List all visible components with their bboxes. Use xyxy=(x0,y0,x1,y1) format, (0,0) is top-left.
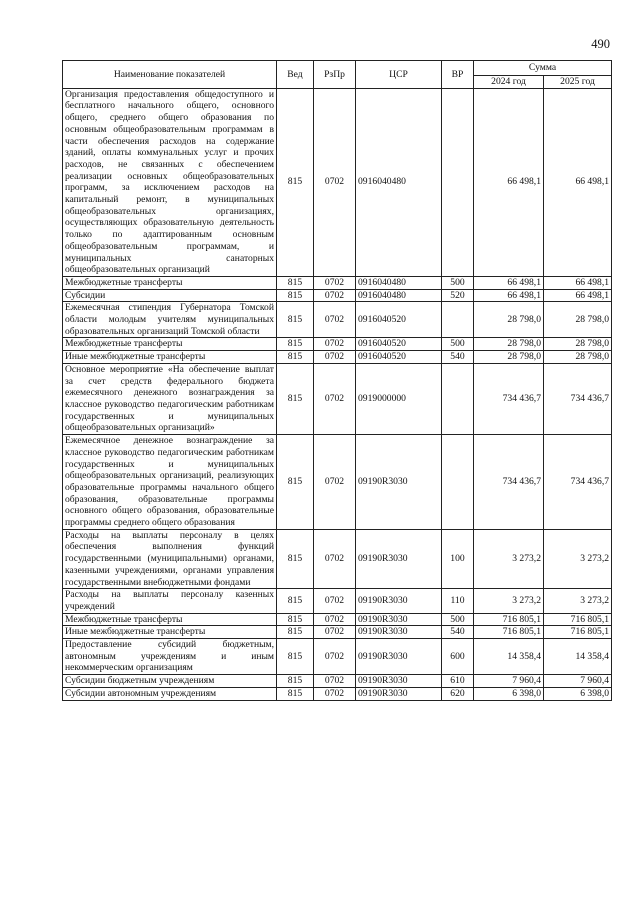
cell-vr: 600 xyxy=(442,639,474,675)
cell-vr: 540 xyxy=(442,626,474,639)
cell-rzpr: 0702 xyxy=(314,639,356,675)
cell-2025: 734 436,7 xyxy=(544,363,612,434)
cell-name: Ежемесячная стипендия Губернатора Томской области молодым учителям муниципальных образовательных организаций Томской области xyxy=(63,302,277,338)
table-row xyxy=(63,687,612,700)
table-row xyxy=(63,613,612,626)
cell-ved: 815 xyxy=(277,435,314,530)
cell-2025: 6 398,0 xyxy=(544,687,612,700)
cell-2025: 734 436,7 xyxy=(544,435,612,530)
table-row xyxy=(63,289,612,302)
cell-rzpr: 0702 xyxy=(314,276,356,289)
cell-ved: 815 xyxy=(277,338,314,351)
table-row xyxy=(63,351,612,364)
cell-name: Межбюджетные трансферты xyxy=(63,613,277,626)
cell-csr: 09190R3030 xyxy=(356,675,442,688)
cell-ved: 815 xyxy=(277,302,314,338)
cell-2025: 716 805,1 xyxy=(544,626,612,639)
header-2025: 2025 год xyxy=(544,76,612,89)
cell-2024: 66 498,1 xyxy=(474,88,544,276)
cell-ved: 815 xyxy=(277,289,314,302)
budget-table xyxy=(62,60,612,701)
cell-2024: 66 498,1 xyxy=(474,276,544,289)
cell-name: Субсидии автономным учреждениям xyxy=(63,687,277,700)
table-row xyxy=(63,435,612,530)
table-row xyxy=(63,302,612,338)
cell-vr: 610 xyxy=(442,675,474,688)
cell-rzpr: 0702 xyxy=(314,435,356,530)
cell-2024: 716 805,1 xyxy=(474,613,544,626)
cell-2025: 66 498,1 xyxy=(544,88,612,276)
cell-rzpr: 0702 xyxy=(314,687,356,700)
cell-rzpr: 0702 xyxy=(314,351,356,364)
cell-rzpr: 0702 xyxy=(314,626,356,639)
cell-2025: 66 498,1 xyxy=(544,276,612,289)
table-row xyxy=(63,675,612,688)
table-row xyxy=(63,338,612,351)
cell-ved: 815 xyxy=(277,675,314,688)
cell-vr: 500 xyxy=(442,613,474,626)
cell-vr xyxy=(442,88,474,276)
cell-csr: 0916040480 xyxy=(356,88,442,276)
cell-2024: 28 798,0 xyxy=(474,302,544,338)
cell-ved: 815 xyxy=(277,687,314,700)
cell-csr: 09190R3030 xyxy=(356,613,442,626)
header-rzpr: РзПр xyxy=(314,61,356,89)
cell-csr: 0916040520 xyxy=(356,302,442,338)
cell-rzpr: 0702 xyxy=(314,529,356,589)
cell-2024: 66 498,1 xyxy=(474,289,544,302)
cell-vr: 620 xyxy=(442,687,474,700)
header-csr: ЦСР xyxy=(356,61,442,89)
cell-csr: 09190R3030 xyxy=(356,435,442,530)
cell-2024: 7 960,4 xyxy=(474,675,544,688)
cell-csr: 09190R3030 xyxy=(356,589,442,613)
cell-2025: 3 273,2 xyxy=(544,589,612,613)
cell-rzpr: 0702 xyxy=(314,302,356,338)
cell-vr: 540 xyxy=(442,351,474,364)
cell-name: Ежемесячное денежное вознаграждение за классное руководство педагогическим работникам государственных и муниципальных общеобразовательных организаций, реализующих образовательные программы начального общего образования, образовательные программы основного общего образования, образовательные программы среднего общего образования xyxy=(63,435,277,530)
cell-name: Расходы на выплаты персоналу казенных учреждений xyxy=(63,589,277,613)
cell-csr: 0916040520 xyxy=(356,338,442,351)
header-vr: ВР xyxy=(442,61,474,89)
cell-2024: 734 436,7 xyxy=(474,363,544,434)
cell-rzpr: 0702 xyxy=(314,613,356,626)
cell-ved: 815 xyxy=(277,529,314,589)
cell-2024: 716 805,1 xyxy=(474,626,544,639)
cell-rzpr: 0702 xyxy=(314,363,356,434)
cell-rzpr: 0702 xyxy=(314,589,356,613)
cell-rzpr: 0702 xyxy=(314,289,356,302)
cell-2024: 3 273,2 xyxy=(474,589,544,613)
cell-2025: 3 273,2 xyxy=(544,529,612,589)
cell-2024: 28 798,0 xyxy=(474,351,544,364)
cell-2024: 3 273,2 xyxy=(474,529,544,589)
cell-2025: 66 498,1 xyxy=(544,289,612,302)
cell-vr xyxy=(442,302,474,338)
cell-ved: 815 xyxy=(277,363,314,434)
table-row xyxy=(63,529,612,589)
cell-ved: 815 xyxy=(277,351,314,364)
cell-2025: 28 798,0 xyxy=(544,338,612,351)
cell-csr: 0916040520 xyxy=(356,351,442,364)
table-row xyxy=(63,639,612,675)
cell-vr: 100 xyxy=(442,529,474,589)
header-ved: Вед xyxy=(277,61,314,89)
cell-2024: 28 798,0 xyxy=(474,338,544,351)
cell-name: Организация предоставления общедоступного и бесплатного начального общего, основного общего, среднего общего образования по основным общеобразовательным программам в части обеспечения расходов на содержание зданий, оплаты коммунальных услуг и прочих расходов, не связанных с обеспечением реализации основных общеобразовательных программ, за исключением расходов на капитальный ремонт, в муниципальных общеобразовательных организациях, осуществляющих образовательную деятельность только по адаптированным основным общеобразовательным программам, и муниципальных санаторных общеобразовательных организаций xyxy=(63,88,277,276)
cell-rzpr: 0702 xyxy=(314,675,356,688)
header-name: Наименование показателей xyxy=(63,61,277,89)
cell-name: Иные межбюджетные трансферты xyxy=(63,626,277,639)
cell-ved: 815 xyxy=(277,276,314,289)
cell-name: Иные межбюджетные трансферты xyxy=(63,351,277,364)
cell-name: Межбюджетные трансферты xyxy=(63,338,277,351)
cell-csr: 09190R3030 xyxy=(356,639,442,675)
header-2024: 2024 год xyxy=(474,76,544,89)
cell-csr: 0916040480 xyxy=(356,289,442,302)
table-row xyxy=(63,626,612,639)
cell-name: Расходы на выплаты персоналу в целях обеспечения выполнения функций государственными (муниципальными) органами, казенными учреждениями, органами управления государственными внебюджетными фондами xyxy=(63,529,277,589)
table-body xyxy=(63,88,612,700)
cell-name: Межбюджетные трансферты xyxy=(63,276,277,289)
cell-2024: 14 358,4 xyxy=(474,639,544,675)
cell-ved: 815 xyxy=(277,613,314,626)
cell-csr: 09190R3030 xyxy=(356,529,442,589)
cell-name: Основное мероприятие «На обеспечение выплат за счет средств федерального бюджета ежемесячного денежного вознаграждения за классное руководство педагогическим работникам государственных и муниципальных общеобразовательных организаций» xyxy=(63,363,277,434)
header-row-1 xyxy=(63,61,612,76)
cell-vr xyxy=(442,435,474,530)
cell-2025: 7 960,4 xyxy=(544,675,612,688)
cell-vr: 110 xyxy=(442,589,474,613)
cell-ved: 815 xyxy=(277,589,314,613)
cell-name: Субсидии xyxy=(63,289,277,302)
cell-csr: 09190R3030 xyxy=(356,626,442,639)
cell-rzpr: 0702 xyxy=(314,338,356,351)
cell-csr: 0919000000 xyxy=(356,363,442,434)
cell-vr xyxy=(442,363,474,434)
table-row xyxy=(63,589,612,613)
cell-2025: 716 805,1 xyxy=(544,613,612,626)
table-row xyxy=(63,276,612,289)
cell-2025: 28 798,0 xyxy=(544,351,612,364)
cell-name: Предоставление субсидий бюджетным, автономным учреждениям и иным некоммерческим организациям xyxy=(63,639,277,675)
table-row xyxy=(63,363,612,434)
cell-csr: 0916040480 xyxy=(356,276,442,289)
cell-2025: 14 358,4 xyxy=(544,639,612,675)
cell-csr: 09190R3030 xyxy=(356,687,442,700)
table-row xyxy=(63,88,612,276)
cell-name: Субсидии бюджетным учреждениям xyxy=(63,675,277,688)
cell-ved: 815 xyxy=(277,88,314,276)
cell-rzpr: 0702 xyxy=(314,88,356,276)
header-sum: Сумма xyxy=(474,61,612,76)
cell-vr: 520 xyxy=(442,289,474,302)
page-number: 490 xyxy=(591,37,610,51)
cell-2025: 28 798,0 xyxy=(544,302,612,338)
cell-vr: 500 xyxy=(442,276,474,289)
cell-ved: 815 xyxy=(277,639,314,675)
cell-ved: 815 xyxy=(277,626,314,639)
cell-2024: 734 436,7 xyxy=(474,435,544,530)
cell-vr: 500 xyxy=(442,338,474,351)
cell-2024: 6 398,0 xyxy=(474,687,544,700)
